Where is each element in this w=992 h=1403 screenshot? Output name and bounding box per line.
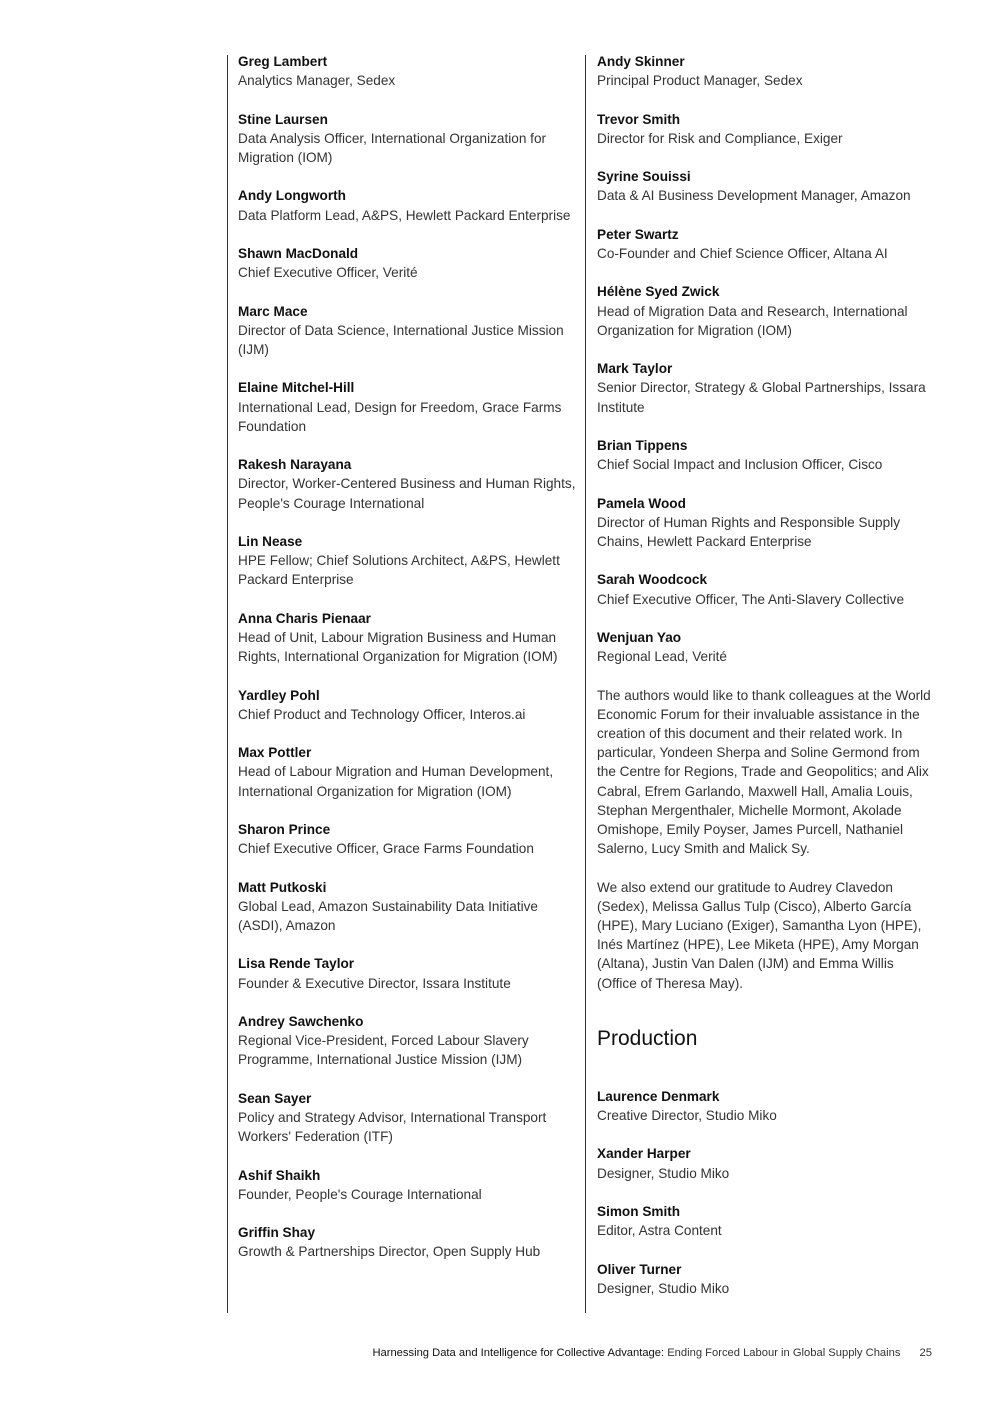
contributor-name: Sean Sayer [238, 1090, 312, 1106]
contributor-entry [597, 282, 942, 340]
contributor-name: Sarah Woodcock [597, 572, 708, 588]
acknowledgement-paragraph: The authors would like to thank colleagues at the World Economic Forum for their invaluable assistance in the creation of this document and their related work. In particular, Yondeen Sherpa and Soline Germond from the Centre for Regions, Trade and Geopolitics; and Alix Cabral, Efrem Garlando, Maxwell Hall, Amalia Louis, Stephan Mergenthaler, Michelle Mormont, Akolade Omishope, Emily Poyser, James Purcell, Nathaniel Salerno, Lucy Smith and Malick Sy. [597, 687, 931, 857]
contributor-name: Xander Harper [597, 1146, 691, 1162]
contributor-entry [238, 52, 578, 90]
contributor-entry [597, 570, 942, 608]
contributor-role: Chief Executive Officer, The Anti-Slavery Collective [597, 591, 905, 607]
contributor-name: Pamela Wood [597, 495, 686, 511]
contributor-entry [597, 628, 942, 666]
acknowledgement-paragraph: We also extend our gratitude to Audrey Clavedon (Sedex), Melissa Gallus Tulp (Cisco), Alberto García (HPE), Mary Luciano (Exiger), Samantha Lyon (HPE), Inés Martínez (HPE), Lee Miketa (HPE), Amy Morgan (Altana), Justin Van Dalen (IJM) and Emma Willis (Office of Theresa May). [597, 879, 922, 991]
contributor-entry [597, 1260, 942, 1298]
footer-subtitle: Ending Forced Labour in Global Supply Chains [667, 1347, 901, 1359]
contributor-role: Designer, Studio Miko [597, 1280, 730, 1296]
contributor-entry [238, 455, 578, 513]
contributor-name: Matt Putkoski [238, 879, 327, 895]
contributor-name: Rakesh Narayana [238, 457, 352, 473]
contributor-name: Lisa Rende Taylor [238, 956, 355, 972]
contributor-name: Max Pottler [238, 745, 312, 761]
contributors-right-column [597, 52, 942, 1317]
contributor-entry [597, 494, 942, 552]
contributor-name: Griffin Shay [238, 1225, 316, 1241]
contributor-name: Marc Mace [238, 303, 308, 319]
contributor-entry [238, 878, 578, 936]
contributor-entry [597, 436, 942, 474]
footer-title: Harnessing Data and Intelligence for Collective Advantage: [372, 1347, 665, 1359]
contributor-entry [597, 1087, 942, 1125]
contributor-name: Oliver Turner [597, 1261, 682, 1277]
contributor-name: Greg Lambert [238, 54, 328, 69]
page-number: 25 [919, 1347, 932, 1359]
contributor-name: Mark Taylor [597, 361, 673, 377]
contributor-entry [238, 820, 578, 858]
contributor-name: Andy Skinner [597, 54, 685, 69]
contributor-entry [238, 609, 578, 667]
contributor-entry [597, 1144, 942, 1182]
contributor-role: Data & AI Business Development Manager, Amazon [597, 188, 911, 204]
contributor-role: International Lead, Design for Freedom, Grace Farms Foundation [238, 399, 562, 434]
contributor-entry [238, 1089, 578, 1147]
contributor-entry [238, 532, 578, 590]
contributor-role: Policy and Strategy Advisor, International Transport Workers' Federation (ITF) [238, 1109, 547, 1145]
contributor-role: Regional Vice-President, Forced Labour Slavery Programme, International Justice Mission (IJM) [238, 1033, 529, 1068]
contributors-right-list [597, 52, 942, 666]
contributor-role: Chief Product and Technology Officer, Interos.ai [238, 706, 526, 722]
contributor-role: Analytics Manager, Sedex [238, 73, 396, 89]
production-heading: Production [597, 1026, 698, 1050]
contributor-role: Editor, Astra Content [597, 1223, 722, 1239]
contributor-entry [238, 1223, 578, 1261]
contributor-name: Yardley Pohl [238, 687, 320, 703]
contributor-entry [238, 378, 578, 436]
contributor-role: Director of Data Science, International Justice Mission (IJM) [238, 322, 564, 357]
contributor-name: Lin Nease [238, 533, 303, 549]
contributor-name: Shawn MacDonald [238, 245, 359, 261]
contributor-name: Wenjuan Yao [597, 629, 682, 645]
contributor-entry [597, 1202, 942, 1240]
contributor-name: Stine Laursen [238, 111, 328, 127]
production-list [597, 1087, 942, 1298]
contributor-name: Trevor Smith [597, 111, 681, 127]
page-footer [372, 1347, 932, 1359]
contributor-entry [238, 1012, 578, 1070]
contributor-entry [238, 186, 578, 224]
contributor-role: Head of Unit, Labour Migration Business and Human Rights, International Organization for Migration (IOM) [238, 629, 558, 665]
contributor-entry [238, 110, 578, 168]
contributor-entry [238, 743, 578, 801]
contributor-name: Ashif Shaikh [238, 1167, 321, 1183]
contributor-name: Peter Swartz [597, 226, 679, 242]
contributor-name: Sharon Prince [238, 821, 331, 837]
contributor-entry [597, 167, 942, 205]
contributor-entry [597, 110, 942, 148]
contributor-entry [238, 1166, 578, 1204]
contributor-role: Principal Product Manager, Sedex [597, 73, 803, 89]
contributors-left-column [238, 52, 578, 1281]
contributor-role: Regional Lead, Verité [597, 649, 727, 665]
contributor-name: Brian Tippens [597, 437, 688, 453]
contributor-role: Director, Worker-Centered Business and Human Rights, People's Courage International [238, 476, 576, 511]
contributor-role: Founder, People's Courage International [238, 1186, 482, 1202]
contributor-role: Head of Migration Data and Research, International Organization for Migration (IOM) [597, 303, 908, 338]
contributor-entry [238, 244, 578, 282]
contributor-role: Designer, Studio Miko [597, 1165, 730, 1181]
contributor-name: Andy Longworth [238, 188, 346, 204]
contributor-entry [597, 359, 942, 417]
contributor-name: Simon Smith [597, 1203, 681, 1219]
contributor-role: Chief Executive Officer, Grace Farms Foundation [238, 841, 534, 857]
contributor-name: Andrey Sawchenko [238, 1013, 364, 1029]
contributor-role: Global Lead, Amazon Sustainability Data Initiative (ASDI), Amazon [238, 898, 538, 933]
contributor-name: Anna Charis Pienaar [238, 610, 371, 626]
contributor-role: Data Analysis Officer, International Organization for Migration (IOM) [238, 130, 547, 165]
contributor-name: Syrine Souissi [597, 169, 691, 185]
contributor-name: Hélène Syed Zwick [597, 284, 720, 300]
contributor-entry [238, 686, 578, 724]
contributor-role: Director of Human Rights and Responsible Supply Chains, Hewlett Packard Enterprise [597, 514, 900, 549]
contributor-role: Data Platform Lead, A&PS, Hewlett Packard Enterprise [238, 207, 571, 223]
contributor-name: Elaine Mitchel-Hill [238, 380, 355, 396]
contributor-role: Head of Labour Migration and Human Development, International Organization for Migration (IOM) [238, 764, 554, 799]
column-divider-right [585, 55, 586, 1313]
contributor-role: Growth & Partnerships Director, Open Supply Hub [238, 1244, 541, 1260]
column-divider-left [227, 55, 228, 1313]
contributor-entry [597, 52, 942, 90]
contributor-role: Director for Risk and Compliance, Exiger [597, 130, 843, 146]
contributor-role: Chief Executive Officer, Verité [238, 265, 418, 281]
contributor-role: Creative Director, Studio Miko [597, 1107, 777, 1123]
contributor-entry [597, 225, 942, 263]
contributor-role: Co-Founder and Chief Science Officer, Altana AI [597, 245, 888, 261]
contributor-role: Senior Director, Strategy & Global Partnerships, Issara Institute [597, 380, 926, 415]
contributor-role: Founder & Executive Director, Issara Institute [238, 975, 511, 991]
contributor-role: HPE Fellow; Chief Solutions Architect, A&PS, Hewlett Packard Enterprise [238, 553, 560, 588]
contributor-role: Chief Social Impact and Inclusion Officer, Cisco [597, 457, 883, 473]
contributor-entry [238, 302, 578, 360]
contributor-name: Laurence Denmark [597, 1088, 720, 1104]
contributor-entry [238, 954, 578, 992]
